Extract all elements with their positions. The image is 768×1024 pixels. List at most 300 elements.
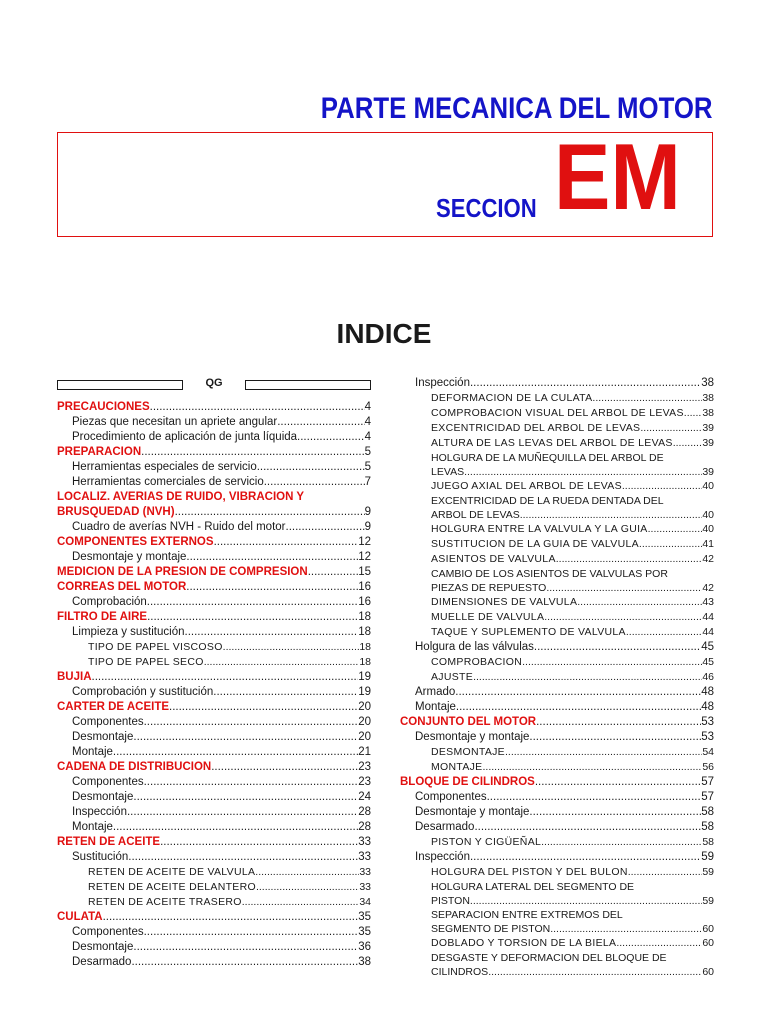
entry-title: Desmontaje y montaje — [72, 551, 187, 563]
dot-leader — [257, 460, 365, 475]
entry-title: Cuadro de averías NVH - Ruido del motor — [72, 521, 286, 533]
qg-divider — [57, 378, 371, 392]
index-entry[interactable] — [57, 895, 371, 910]
page-number: 28 — [358, 806, 371, 818]
entry-title-line2-row — [431, 894, 714, 908]
dot-leader — [103, 910, 359, 925]
entry-title: Piezas que necesitan un apriete angular — [72, 416, 278, 428]
index-entry[interactable] — [400, 865, 714, 880]
index-entry[interactable] — [57, 880, 371, 895]
entry-title-continued: ARBOL DE LEVAS — [431, 509, 520, 521]
dot-leader — [639, 537, 702, 552]
index-entry[interactable] — [57, 625, 371, 640]
entry-title: PREPARACION — [57, 446, 142, 458]
dot-leader — [277, 415, 364, 430]
page-number: 53 — [701, 731, 714, 743]
entry-title: Comprobación — [72, 596, 147, 608]
entry-title: Herramientas especiales de servicio — [72, 461, 257, 473]
index-entry[interactable] — [57, 610, 371, 625]
dot-leader — [592, 391, 702, 406]
dot-leader — [175, 505, 365, 520]
page-number: 38 — [701, 377, 714, 389]
page-number: 43 — [702, 596, 714, 608]
index-entry[interactable] — [57, 535, 371, 550]
page-number: 60 — [702, 923, 714, 935]
page-number: 57 — [701, 776, 714, 788]
dot-leader — [133, 730, 358, 745]
page-number: 41 — [702, 538, 714, 550]
page-number: 48 — [701, 686, 714, 698]
dot-leader — [286, 520, 365, 535]
dot-leader — [147, 610, 358, 625]
index-entry[interactable] — [400, 936, 714, 951]
index-entry[interactable] — [57, 820, 371, 835]
index-entry[interactable] — [57, 760, 371, 775]
entry-title: PISTON Y CIGÜEÑAL — [431, 836, 542, 848]
entry-title: BLOQUE DE CILINDROS — [400, 776, 535, 788]
entry-title: ASIENTOS DE VALVULA — [431, 553, 556, 565]
entry-title: Componentes — [72, 776, 144, 788]
page-number: 16 — [358, 596, 371, 608]
page-number: 20 — [358, 731, 371, 743]
dot-leader — [214, 535, 359, 550]
entry-title: Desmontaje — [72, 791, 134, 803]
index-entry[interactable] — [400, 610, 714, 625]
index-entry[interactable] — [57, 775, 371, 790]
dot-leader — [546, 581, 702, 595]
entry-title: HOLGURA DE LA MUÑEQUILLA DEL ARBOL DE — [431, 452, 664, 464]
index-entry[interactable] — [400, 880, 714, 908]
index-entry[interactable] — [57, 730, 371, 745]
entry-title: Montaje — [72, 821, 113, 833]
index-entry[interactable] — [57, 925, 371, 940]
index-entry[interactable] — [400, 760, 714, 775]
index-entry[interactable] — [57, 520, 371, 535]
entry-title: HOLGURA LATERAL DEL SEGMENTO DE — [431, 881, 635, 893]
index-entry[interactable] — [57, 790, 371, 805]
page-number: 58 — [701, 821, 714, 833]
page-number: 18 — [359, 641, 371, 653]
dot-leader — [541, 835, 702, 850]
dot-leader — [470, 376, 701, 391]
dot-leader — [128, 850, 358, 865]
dot-leader — [169, 700, 358, 715]
index-entry[interactable] — [400, 640, 714, 655]
entry-title: MUELLE DE VALVULA — [431, 611, 545, 623]
page-number: 56 — [702, 761, 714, 773]
index-entry[interactable] — [400, 436, 714, 451]
entry-title: Comprobación y sustitución — [72, 686, 214, 698]
section-code: EM — [554, 124, 681, 229]
dot-leader — [256, 880, 359, 895]
index-entry[interactable] — [57, 850, 371, 865]
page-number: 15 — [358, 566, 371, 578]
index-entry[interactable] — [57, 655, 371, 670]
entry-title: Sustitución — [72, 851, 129, 863]
entry-title: SUSTITUCION DE LA GUIA DE VALVULA — [431, 538, 639, 550]
entry-title: ALTURA DE LAS LEVAS DEL ARBOL DE LEVAS — [431, 437, 673, 449]
dot-leader — [186, 550, 358, 565]
entry-title: EXCENTRICIDAD DEL ARBOL DE LEVAS — [431, 422, 641, 434]
page-number: 23 — [358, 761, 371, 773]
index-entry[interactable] — [57, 430, 371, 445]
entry-title: DIMENSIONES DE VALVULA — [431, 596, 578, 608]
index-entry[interactable] — [57, 700, 371, 715]
index-entry[interactable] — [57, 460, 371, 475]
page-number: 59 — [702, 895, 714, 907]
dot-leader — [673, 436, 703, 451]
page-number: 35 — [358, 926, 371, 938]
dot-leader — [529, 805, 701, 820]
dot-leader — [577, 595, 702, 610]
dot-leader — [204, 655, 360, 670]
dot-leader — [534, 640, 701, 655]
page-number: 4 — [364, 431, 371, 443]
entry-title: Desmontaje — [72, 941, 134, 953]
entry-title-continued: SEGMENTO DE PISTON — [431, 923, 551, 935]
dot-leader — [488, 965, 702, 979]
page-number: 39 — [702, 422, 714, 434]
entry-title: Inspección — [415, 377, 470, 389]
dot-leader — [264, 475, 365, 490]
page-number: 38 — [702, 407, 714, 419]
dot-leader — [464, 465, 702, 479]
dot-leader — [213, 685, 358, 700]
entry-title: CARTER DE ACEITE — [57, 701, 170, 713]
page-number: 12 — [358, 536, 371, 548]
dot-leader — [308, 565, 359, 580]
entry-title: Componentes — [72, 926, 144, 938]
page-number: 40 — [702, 523, 714, 535]
page-number: 18 — [359, 656, 371, 668]
page-number: 9 — [364, 506, 371, 518]
entry-title: HOLGURA DEL PISTON Y DEL BULON — [431, 866, 628, 878]
index-column-right — [400, 376, 714, 979]
entry-title-continued: PISTON — [431, 895, 470, 907]
entry-title-line2-row — [431, 465, 714, 479]
dot-leader — [133, 940, 358, 955]
dot-leader — [474, 820, 701, 835]
page-number: 45 — [702, 656, 714, 668]
page-number: 21 — [358, 746, 371, 758]
page-number: 28 — [358, 821, 371, 833]
index-entry[interactable] — [57, 685, 371, 700]
page-number: 60 — [702, 966, 714, 978]
dot-leader — [626, 625, 702, 640]
index-entry[interactable] — [57, 490, 371, 520]
page-number: 38 — [358, 956, 371, 968]
dot-leader — [628, 865, 703, 880]
index-heading: INDICE — [336, 318, 432, 349]
page-number: 12 — [358, 551, 371, 563]
dot-leader — [487, 790, 702, 805]
index-entry[interactable] — [57, 805, 371, 820]
entry-title: Componentes — [415, 791, 487, 803]
qg-right-bar — [245, 380, 371, 390]
entry-title-line2-row — [431, 965, 714, 979]
dot-leader — [113, 745, 358, 760]
entry-title: CAMBIO DE LOS ASIENTOS DE VALVULAS POR — [431, 568, 668, 580]
entry-title: Montaje — [415, 701, 456, 713]
page-number: 19 — [358, 671, 371, 683]
dot-leader — [473, 670, 702, 685]
index-entry[interactable] — [57, 745, 371, 760]
dot-leader — [505, 745, 702, 760]
entry-title: CONJUNTO DEL MOTOR — [400, 716, 537, 728]
page-number: 59 — [702, 866, 714, 878]
entry-title: RETEN DE ACEITE TRASERO — [88, 896, 242, 908]
entry-title: EXCENTRICIDAD DE LA RUEDA DENTADA DEL — [431, 495, 664, 507]
index-entry[interactable] — [400, 820, 714, 835]
entry-title: Holgura de las válvulas — [415, 641, 534, 653]
index-entry[interactable] — [57, 595, 371, 610]
index-entry[interactable] — [400, 908, 714, 936]
entry-title: COMPONENTES EXTERNOS — [57, 536, 214, 548]
entry-title: TIPO DE PAPEL VISCOSO — [88, 641, 223, 653]
index-entry[interactable] — [400, 625, 714, 640]
entry-title-line2-row — [431, 922, 714, 936]
index-column-left — [57, 400, 371, 970]
dot-leader — [616, 936, 702, 951]
index-entry[interactable] — [57, 640, 371, 655]
index-entry[interactable] — [400, 655, 714, 670]
dot-leader — [640, 421, 702, 436]
entry-title: HOLGURA ENTRE LA VALVULA Y LA GUIA — [431, 523, 648, 535]
page-number: 33 — [358, 851, 371, 863]
entry-title: Desmontaje y montaje — [415, 731, 530, 743]
page-number: 42 — [702, 553, 714, 565]
entry-title: MONTAJE — [431, 761, 483, 773]
index-entry[interactable] — [57, 415, 371, 430]
page-number: 33 — [359, 881, 371, 893]
entry-title: PRECAUCIONES — [57, 401, 150, 413]
entry-title: COMPROBACION VISUAL DEL ARBOL DE LEVAS — [431, 407, 684, 419]
dot-leader — [535, 775, 701, 790]
entry-title: Procedimiento de aplicación de junta líquida — [72, 431, 298, 443]
dot-leader — [223, 640, 360, 655]
page-number: 44 — [702, 611, 714, 623]
page-number: 58 — [701, 806, 714, 818]
entry-title: CORREAS DEL MOTOR — [57, 581, 187, 593]
page-number: 40 — [702, 509, 714, 521]
index-entry[interactable] — [57, 715, 371, 730]
index-entry[interactable] — [57, 865, 371, 880]
page-number: 4 — [364, 401, 371, 413]
index-entry[interactable] — [400, 494, 714, 522]
page-number: 35 — [358, 911, 371, 923]
index-entry[interactable] — [57, 445, 371, 460]
page-number: 5 — [364, 461, 371, 473]
index-entry[interactable] — [400, 745, 714, 760]
entry-title: Desarmado — [415, 821, 475, 833]
page-number: 58 — [702, 836, 714, 848]
page-number: 39 — [702, 466, 714, 478]
page-number: 18 — [358, 611, 371, 623]
index-entry[interactable] — [400, 715, 714, 730]
index-entry[interactable] — [400, 685, 714, 700]
page-number: 48 — [701, 701, 714, 713]
entry-title: CULATA — [57, 911, 103, 923]
page-number: 23 — [358, 776, 371, 788]
entry-title: BUJIA — [57, 671, 92, 683]
entry-title: Herramientas comerciales de servicio — [72, 476, 264, 488]
dot-leader — [160, 835, 358, 850]
dot-leader — [622, 479, 702, 494]
entry-title-line2-row — [57, 505, 371, 520]
dot-leader — [144, 715, 359, 730]
page-number: 20 — [358, 716, 371, 728]
page-number: 18 — [358, 626, 371, 638]
index-entry[interactable] — [400, 451, 714, 479]
index-entry[interactable] — [400, 700, 714, 715]
entry-title: Componentes — [72, 716, 144, 728]
page-number: 16 — [358, 581, 371, 593]
dot-leader — [127, 805, 358, 820]
index-entry[interactable] — [400, 595, 714, 610]
entry-title: Desmontaje — [72, 731, 134, 743]
entry-title: TIPO DE PAPEL SECO — [88, 656, 204, 668]
page-number: 54 — [702, 746, 714, 758]
index-entry[interactable] — [400, 730, 714, 745]
entry-title: DOBLADO Y TORSION DE LA BIELA — [431, 937, 617, 949]
dot-leader — [556, 552, 703, 567]
page-number: 20 — [358, 701, 371, 713]
entry-title: Montaje — [72, 746, 113, 758]
entry-title: RETEN DE ACEITE DELANTERO — [88, 881, 256, 893]
page-number: 53 — [701, 716, 714, 728]
page-number: 33 — [358, 836, 371, 848]
index-entry[interactable] — [400, 805, 714, 820]
index-entry[interactable] — [57, 910, 371, 925]
index-entry[interactable] — [400, 522, 714, 537]
entry-title-continued: PIEZAS DE REPUESTO — [431, 582, 547, 594]
dot-leader — [133, 790, 358, 805]
entry-title-continued: CILINDROS — [431, 966, 489, 978]
qg-label: QG — [205, 377, 223, 389]
index-entry[interactable] — [57, 475, 371, 490]
page-number: 38 — [702, 392, 714, 404]
index-entry[interactable] — [400, 670, 714, 685]
index-entry[interactable] — [57, 565, 371, 580]
dot-leader — [147, 595, 358, 610]
entry-title: SEPARACION ENTRE EXTREMOS DEL — [431, 909, 623, 921]
entry-title: Inspección — [72, 806, 127, 818]
dot-leader — [648, 522, 703, 537]
index-entry[interactable] — [400, 775, 714, 790]
index-entry[interactable] — [400, 421, 714, 436]
index-entry[interactable] — [400, 951, 714, 979]
dot-leader — [242, 895, 360, 910]
index-entry[interactable] — [57, 400, 371, 415]
page-number: 9 — [364, 521, 371, 533]
index-entry[interactable] — [400, 391, 714, 406]
entry-title: LOCALIZ. AVERIAS DE RUIDO, VIBRACION Y — [57, 491, 305, 503]
entry-title: Limpieza y sustitución — [72, 626, 185, 638]
index-entry[interactable] — [400, 406, 714, 421]
index-entry[interactable] — [57, 835, 371, 850]
dot-leader — [150, 400, 365, 415]
entry-title: DEFORMACION DE LA CULATA — [431, 392, 593, 404]
entry-title-continued: LEVAS — [431, 466, 465, 478]
page-number: 57 — [701, 791, 714, 803]
page-number: 7 — [364, 476, 371, 488]
entry-title: FILTRO DE AIRE — [57, 611, 148, 623]
dot-leader — [544, 610, 702, 625]
page-number: 46 — [702, 671, 714, 683]
entry-title-line2-row — [431, 581, 714, 595]
dot-leader — [470, 894, 702, 908]
page-number: 39 — [702, 437, 714, 449]
entry-title: RETEN DE ACEITE — [57, 836, 161, 848]
entry-title: DESMONTAJE — [431, 746, 505, 758]
index-entry[interactable] — [57, 940, 371, 955]
dot-leader — [92, 670, 359, 685]
index-entry[interactable] — [400, 552, 714, 567]
index-entry[interactable] — [400, 567, 714, 595]
index-entry[interactable] — [57, 955, 371, 970]
index-entry[interactable] — [57, 550, 371, 565]
dot-leader — [131, 955, 358, 970]
index-entry[interactable] — [400, 850, 714, 865]
page-number: 33 — [359, 866, 371, 878]
index-entry[interactable] — [400, 790, 714, 805]
index-entry[interactable] — [400, 376, 714, 391]
dot-leader — [684, 406, 703, 421]
entry-title: COMPROBACION — [431, 656, 523, 668]
page-number: 45 — [701, 641, 714, 653]
index-entry[interactable] — [400, 537, 714, 552]
page-number: 19 — [358, 686, 371, 698]
section-label: SECCION — [436, 193, 537, 223]
entry-title: Armado — [415, 686, 456, 698]
dot-leader — [185, 625, 359, 640]
index-entry[interactable] — [400, 479, 714, 494]
dot-leader — [483, 760, 703, 775]
entry-title: TAQUE Y SUPLEMENTO DE VALVULA — [431, 626, 626, 638]
entry-title: Inspección — [415, 851, 470, 863]
dot-leader — [144, 775, 359, 790]
dot-leader — [186, 580, 358, 595]
page-number: 42 — [702, 582, 714, 594]
dot-leader — [522, 655, 702, 670]
dot-leader — [144, 925, 359, 940]
entry-title: MEDICION DE LA PRESION DE COMPRESION — [57, 566, 308, 578]
index-entry[interactable] — [57, 670, 371, 685]
page-number: 5 — [364, 446, 371, 458]
dot-leader — [520, 508, 703, 522]
entry-title: CADENA DE DISTRIBUCION — [57, 761, 212, 773]
dot-leader — [297, 430, 365, 445]
entry-title-continued: BRUSQUEDAD (NVH) — [57, 506, 175, 518]
page-number: 40 — [702, 480, 714, 492]
dot-leader — [470, 850, 701, 865]
entry-title: Desarmado — [72, 956, 132, 968]
entry-title: AJUSTE — [431, 671, 474, 683]
entry-title: JUEGO AXIAL DEL ARBOL DE LEVAS — [431, 480, 622, 492]
page-number: 44 — [702, 626, 714, 638]
index-entry[interactable] — [57, 580, 371, 595]
entry-title-line2-row — [431, 508, 714, 522]
index-entry[interactable] — [400, 835, 714, 850]
page-number: 36 — [358, 941, 371, 953]
page-number: 4 — [364, 416, 371, 428]
page-number: 24 — [358, 791, 371, 803]
dot-leader — [529, 730, 701, 745]
page-number: 60 — [702, 937, 714, 949]
dot-leader — [141, 445, 364, 460]
manual-title: PARTE MECANICA DEL MOTOR — [321, 92, 713, 125]
page-number: 34 — [359, 896, 371, 908]
